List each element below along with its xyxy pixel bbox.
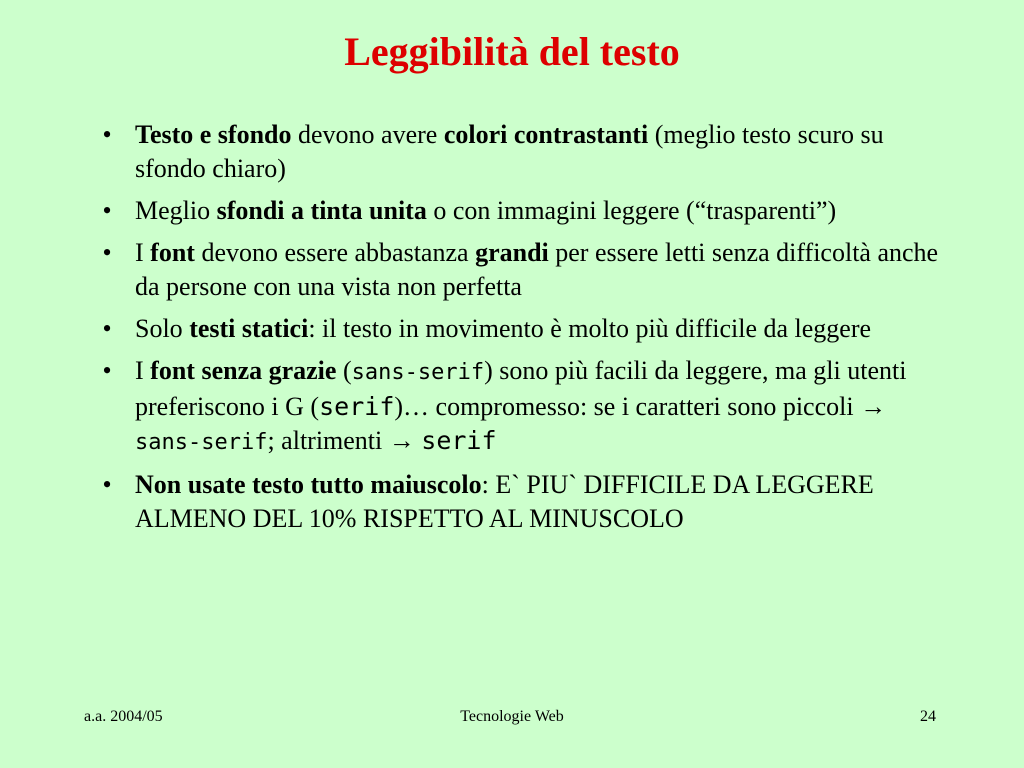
bullet-text-segment: devono avere <box>291 120 444 149</box>
bullet-text-segment: : il testo in movimento è molto più difficile da leggere <box>308 314 872 343</box>
bullet-marker: • <box>102 470 112 499</box>
footer-page-number: 24 <box>920 708 936 725</box>
bullet-text-segment: (meglio testo scuro su sfondo chiaro) <box>135 120 884 183</box>
bullet-text-segment: → <box>388 426 415 455</box>
bullet-text-segment: devono essere abbastanza <box>194 238 476 267</box>
bullet-item <box>97 468 957 536</box>
bullet-text-segment: ) sono più facili da leggere, ma gli utenti preferiscono i G ( <box>135 356 907 421</box>
bullet-text-segment: o con immagini leggere (“trasparenti”) <box>426 196 837 225</box>
bullet-text-segment: Testo e sfondo <box>135 120 292 149</box>
bullet-text-segment: font senza grazie <box>150 356 337 385</box>
bullet-text-segment: )… compromesso: se i caratteri sono piccoli <box>394 392 861 421</box>
bullet-item <box>97 312 957 346</box>
bullet-text-segment: → <box>860 392 887 421</box>
bullet-item <box>97 354 957 460</box>
bullet-text-segment: I <box>135 356 151 385</box>
bullet-marker: • <box>102 120 112 149</box>
bullet-text-segment: sans-serif <box>135 430 268 455</box>
bullet-text-segment: grandi <box>475 238 549 267</box>
bullet-text-segment: Solo <box>135 314 190 343</box>
footer-academic-year: a.a. 2004/05 <box>84 708 163 725</box>
bullet-text-segment: sans-serif <box>351 360 485 385</box>
slide-title: Leggibilità del testo <box>344 29 680 74</box>
bullet-text-segment: serif <box>421 426 497 455</box>
bullet-item <box>97 236 957 304</box>
bullet-text-segment: testi statici <box>189 314 309 343</box>
bullet-text-segment: colori contrastanti <box>443 120 649 149</box>
bullet-text-segment: : E` PIU` DIFFICILE DA LEGGERE ALMENO DEL 10% RISPETTO AL MINUSCOLO <box>135 470 874 533</box>
bullet-text-segment: sfondi a tinta unita <box>216 196 427 225</box>
bullet-item <box>97 194 957 228</box>
bullet-text-segment: serif <box>319 392 395 421</box>
bullet-marker: • <box>102 314 112 343</box>
bullet-text-segment: I <box>135 238 151 267</box>
footer-course-name: Tecnologie Web <box>460 708 564 725</box>
bullet-text-segment: font <box>150 238 195 267</box>
bullet-text-segment: Meglio <box>135 196 217 225</box>
bullet-marker: • <box>102 196 112 225</box>
bullet-item <box>97 118 957 186</box>
bullet-text-segment: Non usate testo tutto maiuscolo <box>135 470 482 499</box>
bullet-text-segment: per essere letti senza difficoltà anche da persone con una vista non perfetta <box>135 238 939 301</box>
bullet-marker: • <box>102 356 112 385</box>
bullet-list <box>97 118 957 544</box>
bullet-text-segment: ; altrimenti <box>267 426 389 455</box>
bullet-text-segment: ( <box>336 356 352 385</box>
bullet-marker: • <box>102 238 112 267</box>
